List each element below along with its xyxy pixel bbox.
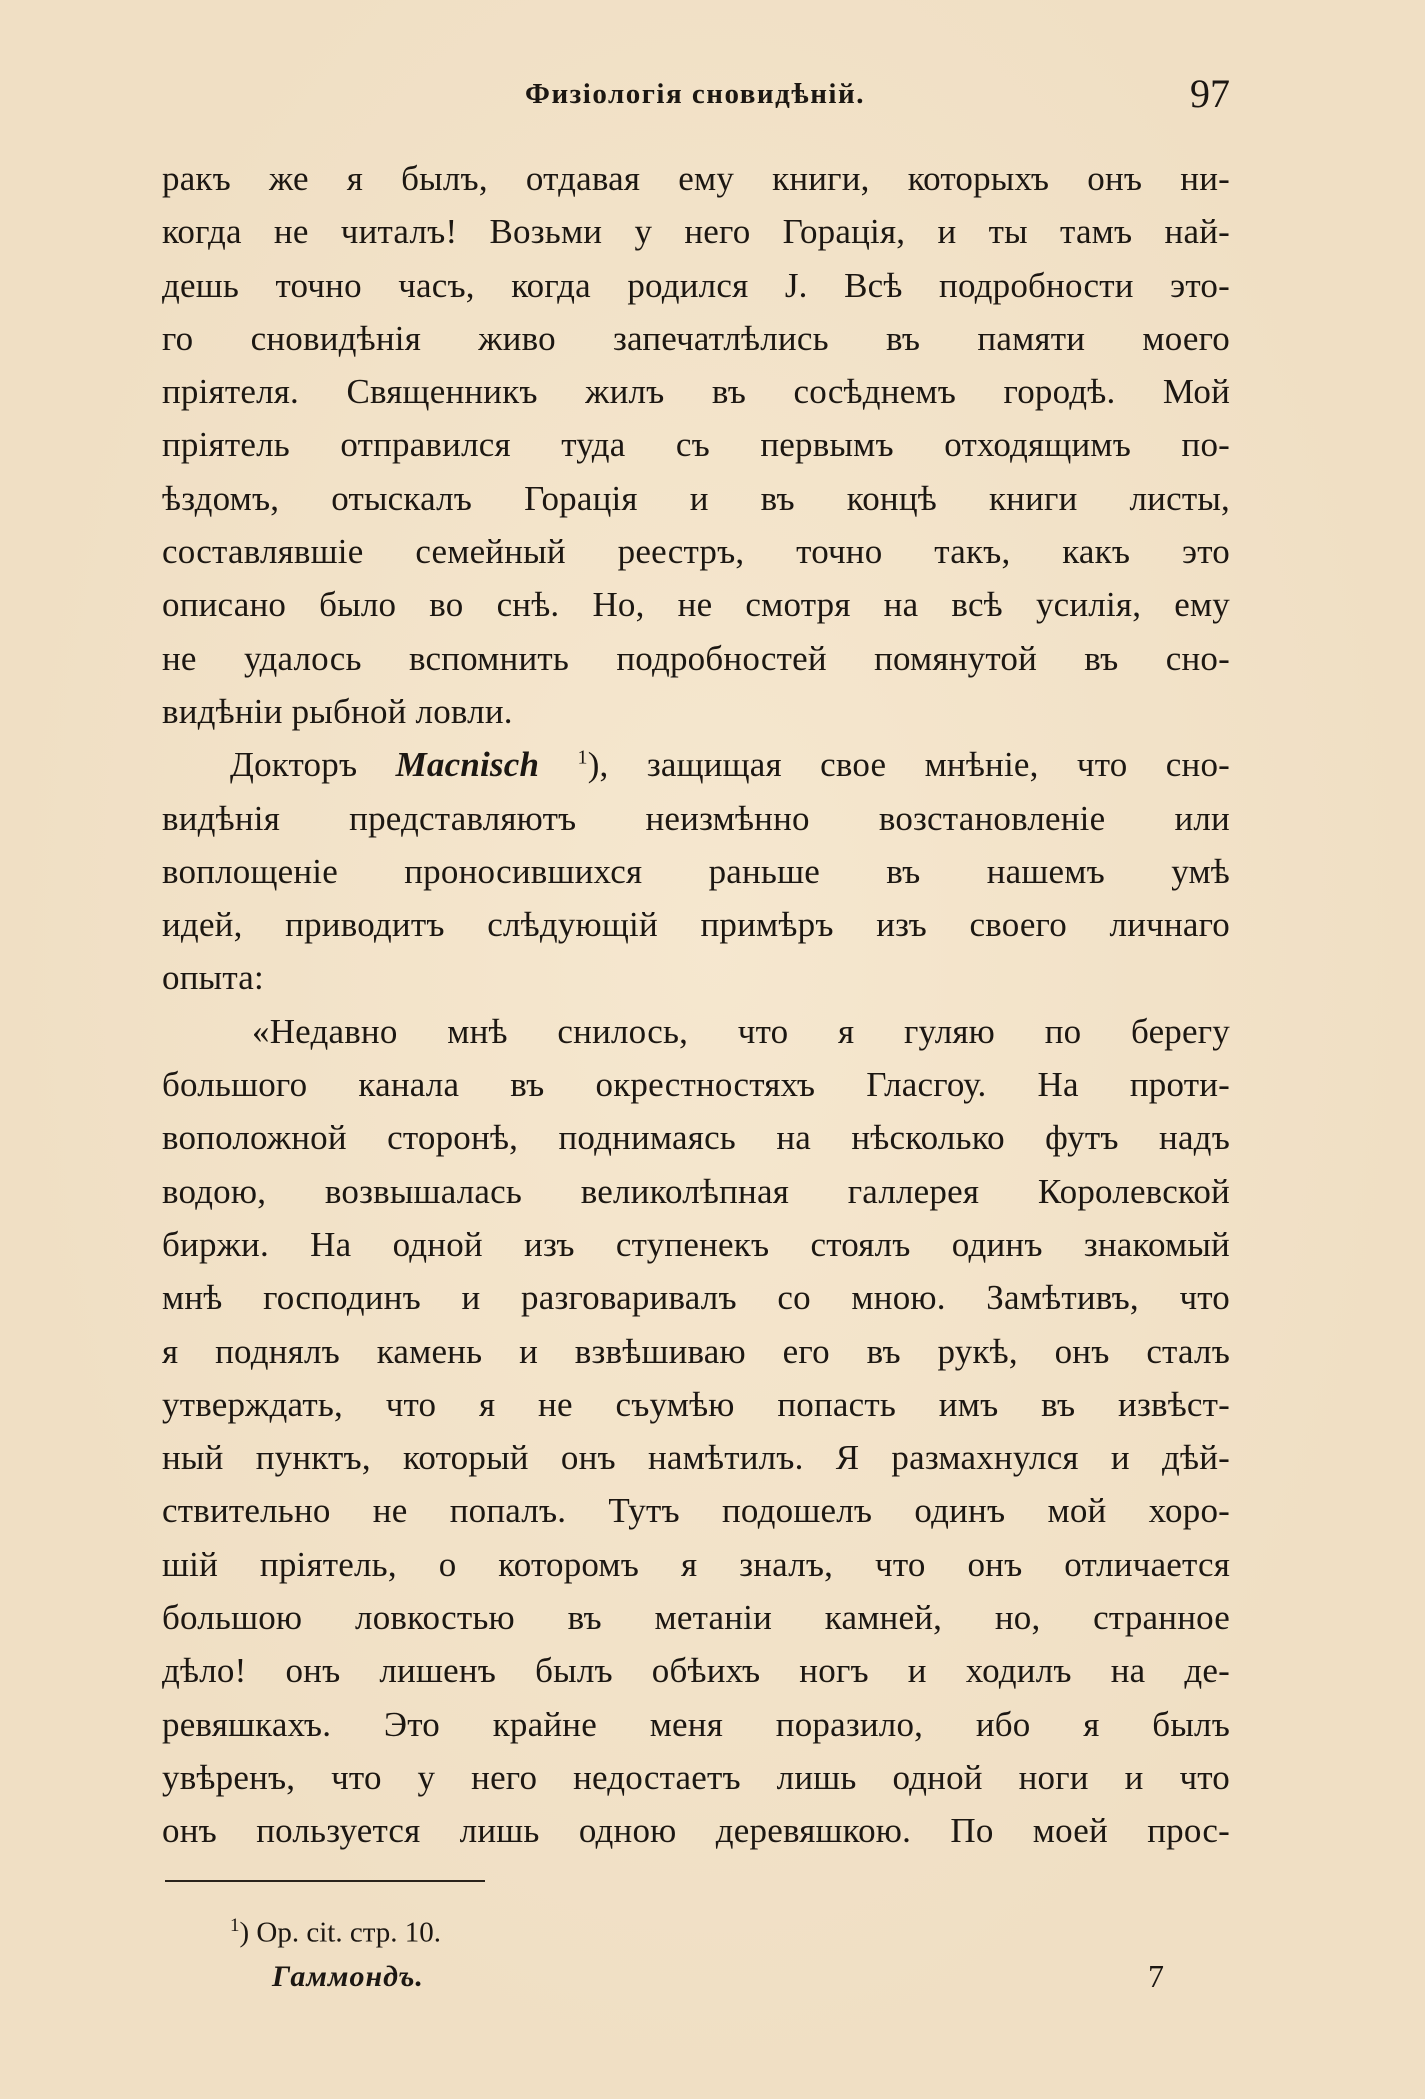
quote-line: я поднялъ камень и взвѣшиваю его въ рукѣ, онъ сталъ — [162, 1331, 1230, 1371]
text-line: видѣніи рыбной ловли. — [162, 691, 513, 731]
text-line: ракъ же я былъ, отдавая ему книги, которыхъ онъ ни- — [162, 159, 1230, 198]
sheet-number: 7 — [1148, 1958, 1164, 1994]
quote-line: биржи. На одной изъ ступенекъ стоялъ одинъ знакомый — [162, 1224, 1230, 1264]
text-line: идей, приводитъ слѣдующій примѣръ изъ своего личнаго — [162, 905, 1230, 945]
body-text — [162, 152, 1230, 1858]
quote-line: ный пунктъ, который онъ намѣтилъ. Я размахнулся и дѣй- — [162, 1438, 1230, 1478]
quote-line: дѣло! онъ лишенъ былъ обѣихъ ногъ и ходилъ на де- — [162, 1651, 1230, 1691]
footnote-divider — [165, 1880, 485, 1882]
text-line: дешь точно часъ, когда родился J. Всѣ подробности это- — [162, 265, 1230, 305]
text-line: опыта: — [162, 958, 264, 998]
text-line: ѣздомъ, отыскалъ Горація и въ концѣ книги листы, — [162, 478, 1230, 518]
running-title: Физіологія сновидѣній. — [525, 78, 865, 110]
signature-mark: Гаммондъ. — [272, 1960, 424, 1993]
text-line: когда не читалъ! Возьми у него Горація, и ты тамъ най- — [162, 212, 1230, 252]
quote-line: воположной сторонѣ, поднимаясь на нѣсколько футъ надъ — [162, 1118, 1230, 1158]
running-head — [160, 70, 1230, 126]
quote-line: водою, возвышалась великолѣпная галлерея Королевской — [162, 1171, 1230, 1211]
quote-line: онъ пользуется лишь одною деревяшкою. По моей прос- — [162, 1811, 1230, 1851]
text-fragment: Докторъ — [230, 745, 358, 785]
quote-line: утверждать, что я не съумѣю попасть имъ въ извѣст- — [162, 1384, 1230, 1424]
text-line: го сновидѣнія живо запечатлѣлись въ памяти моего — [162, 318, 1230, 358]
paragraph-opening-line — [162, 738, 1230, 791]
footnote-ref: 1 — [577, 746, 588, 769]
quote-line: шій пріятель, о которомъ я зналъ, что онъ отличается — [162, 1544, 1230, 1584]
footnote-marker: 1 — [230, 1915, 240, 1936]
text-line: воплощеніе проносившихся раньше въ нашемъ умѣ — [162, 851, 1230, 891]
quote-line: ствительно не попалъ. Тутъ подошелъ одинъ мой хоро- — [162, 1491, 1230, 1531]
quote-line: «Недавно мнѣ снилось, что я гуляю по берегу — [252, 1011, 1230, 1051]
author-name: Macnisch — [395, 745, 540, 785]
text-line: пріятель отправился туда съ первымъ отходящимъ по- — [162, 425, 1230, 465]
quote-line: увѣренъ, что у него недостаетъ лишь одной ноги и что — [162, 1757, 1230, 1797]
footnote — [230, 1906, 441, 1953]
text-line: пріятеля. Священникъ жилъ въ сосѣднемъ городѣ. Мой — [162, 372, 1230, 412]
quote-line: большого канала въ окрестностяхъ Гласгоу. На проти- — [162, 1065, 1230, 1105]
text-line: составлявшіе семейный реестръ, точно такъ, какъ это — [162, 532, 1230, 572]
footnote-text: ) Op. cit. стр. 10. — [239, 1916, 441, 1949]
text-line: не удалось вспомнить подробностей помянутой въ сно- — [162, 638, 1230, 678]
text-line: описано было во снѣ. Но, не смотря на всѣ усилія, ему — [162, 585, 1230, 625]
text-fragment: ), защищая свое мнѣніе, что сно- — [587, 745, 1230, 785]
quote-line: мнѣ господинъ и разговаривалъ со мною. Замѣтивъ, что — [162, 1278, 1230, 1318]
quote-line: большою ловкостью въ метаніи камней, но, странное — [162, 1598, 1230, 1638]
quote-line: ревяшкахъ. Это крайне меня поразило, ибо я былъ — [162, 1704, 1230, 1744]
text-line: видѣнія представляютъ неизмѣнно возстановленіе или — [162, 798, 1230, 838]
page-number: 97 — [1190, 71, 1230, 116]
